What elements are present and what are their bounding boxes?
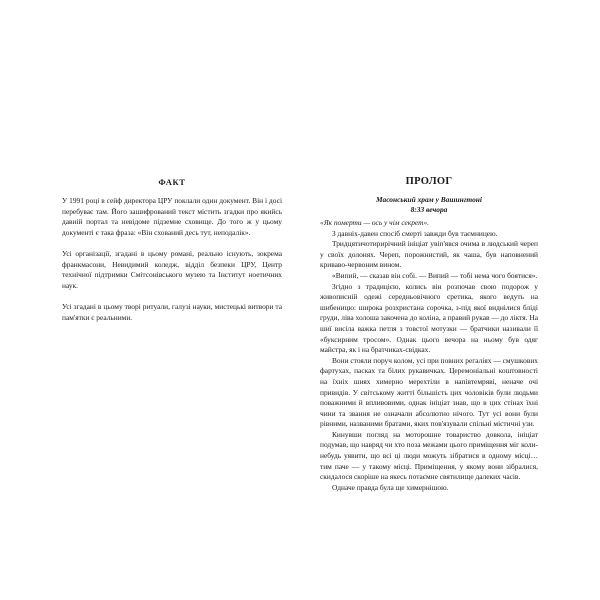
prolog-paragraph: Згідно з традицією, колись він розпочав свою подорож у живописній одежі середньовічного єретика, якого ведуть на шибеницю: широка розхристана сорочка, з-під якої виднілися бліді груди, ліва холоша закочена до коліна, а правий рукав — до ліктя. На шиї висіла важка петля з товстої мотузки — братчики називали її «буксирним тросом». Однак цього вечора на ньому був одяг майстра, як і на братчиках-свідках. xyxy=(320,281,538,355)
prolog-paragraph: Кинувши погляд на моторошне товариство довкола, ініціат подумав, що навряд чи хто поза межами цього приміщення міг коли-небудь уявити, що всі ці люди можуть зібратися в одному місці… тим паче — у такому місці. Приміщення, у якому вони зібралися, скидалося скоріше на якесь потаємне святилище далеких часів. xyxy=(320,429,538,482)
prolog-paragraph: «Випий, — сказав він собі. — Випий — тобі нема чого боятися». xyxy=(332,270,538,280)
fact-heading: ФАКТ xyxy=(158,177,186,187)
subtitle-location: Масонський храм у Вашингтоні xyxy=(376,195,482,204)
prolog-epigraph: «Як померти — ось у чім секрет». xyxy=(320,218,429,227)
fact-paragraph: Усі згадані в цьому творі ритуали, галузі науки, мистецькі витвори та пам'ятки є реальними. xyxy=(62,301,282,322)
fact-paragraph: У 1991 році в сейф директора ЦРУ поклали один документ. Він і досі перебуває там. Його зашифрований текст містить згадки про якийсь давній портал та невідоме підземне сховище. До того ж у цьому документі є така фраза: «Він схований десь тут, неподалік». xyxy=(62,196,282,237)
prolog-body xyxy=(320,218,538,493)
prolog-subtitle xyxy=(320,195,538,216)
prolog-paragraph: Одначе правда була ще химернішою. xyxy=(332,482,449,492)
prolog-heading: ПРОЛОГ xyxy=(405,176,453,187)
fact-paragraph: Усі організації, згадані в цьому романі, реально існують, зокрема франкмасони, Невидимий коледж, відділ безпеки ЦРУ, Центр технічної підтримки Смітсонівського музею та Інститут ноетичних наук. xyxy=(62,248,282,290)
fact-body xyxy=(62,196,282,334)
subtitle-time: 8:33 вечора xyxy=(410,205,448,215)
prolog-paragraph: З давніх-давен спосіб смерті завжди був таємницею. xyxy=(332,228,498,238)
prolog-paragraph: Тридцятичотирирічний ініціат увіп'явся очима в людський череп у своїх долонях. Череп, порожнистий, як чаша, був наповнений криваво-червоним вином. xyxy=(320,239,538,270)
prolog-paragraph: Вони стояли поруч колом, усі при повних регаліях — смушкових фартухах, пасках та білих рукавичках. Церемоніальні коштовності на їхніх шиях химерно мерехтіли в напівтемряві, неначе очі привидів. У світському житті більшість цих чоловіків були людьми поважними й впливовими, однак ініціат знав, що в цих стінах їхні чини та звання не означали абсолютно нічого. Тут усі вони були рівними, названими братами, яких пов'язували спільні містичні узи. xyxy=(320,355,538,429)
